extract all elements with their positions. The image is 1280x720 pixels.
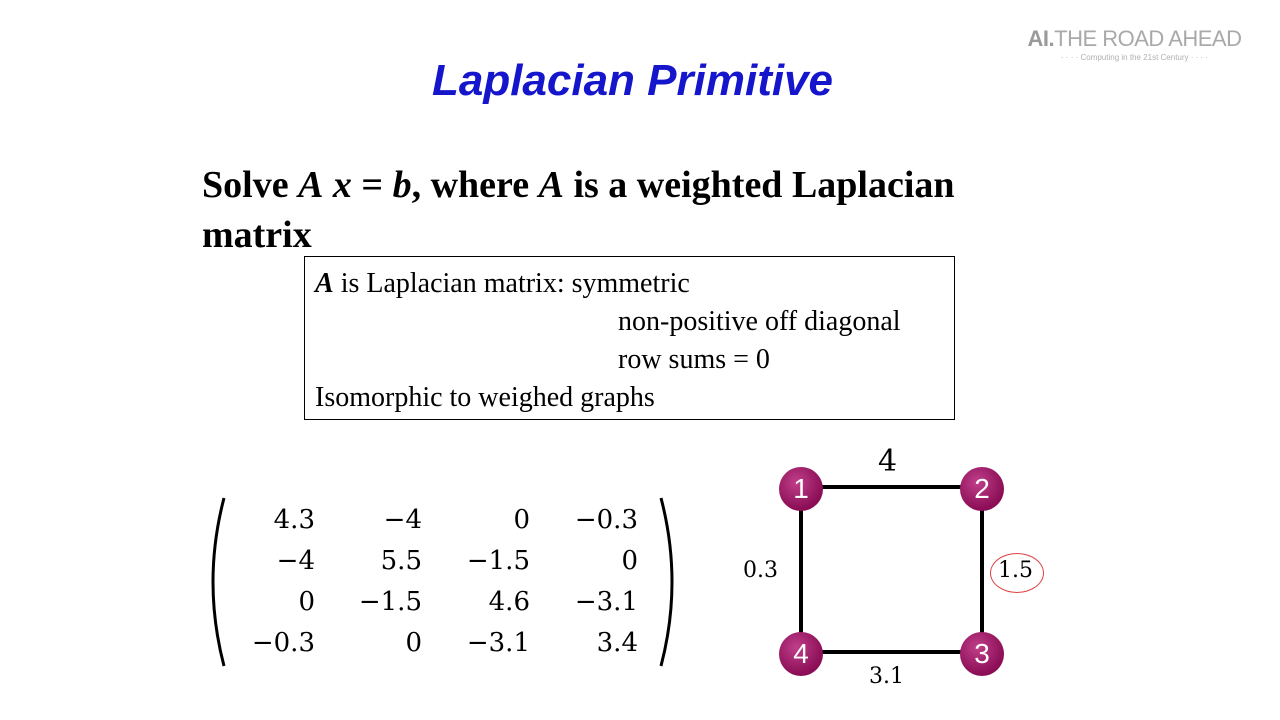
matrix-cell: 0 xyxy=(513,505,530,535)
statement-equals: = xyxy=(351,164,393,206)
matrix-cell: 0 xyxy=(405,628,422,658)
matrix-cell: −1.5 xyxy=(466,546,530,576)
graph-node-1: 1 xyxy=(779,467,823,511)
matrix-left-paren xyxy=(200,492,234,672)
matrix-cell: −0.3 xyxy=(574,505,638,535)
matrix-cell: 0 xyxy=(298,587,315,617)
statement-var-b: b xyxy=(392,164,412,206)
edge-weight-4-1: 0.3 xyxy=(743,558,778,583)
property-var-A: A xyxy=(315,268,334,299)
matrix-right-paren xyxy=(651,492,685,672)
slide-title: Laplacian Primitive xyxy=(431,56,834,105)
matrix-cell: −1.5 xyxy=(358,587,422,617)
logo-wordmark xyxy=(1027,26,1242,52)
statement-var-x: x xyxy=(332,164,352,206)
matrix-cell: −4 xyxy=(276,546,315,576)
matrix-cell: 0 xyxy=(621,546,638,576)
edge-weight-1-2: 4 xyxy=(878,444,898,479)
graph-node-2: 2 xyxy=(960,467,1004,511)
graph-node-4: 4 xyxy=(779,632,823,676)
matrix-cell: 4.3 xyxy=(273,505,315,535)
logo-tagline-text: Computing in the 21st Century xyxy=(1080,53,1189,62)
laplacian-matrix xyxy=(200,492,685,672)
matrix-cell: 3.4 xyxy=(596,628,638,658)
matrix-cell: −4 xyxy=(383,505,422,535)
property-line xyxy=(315,265,954,303)
matrix-cell: −3.1 xyxy=(574,587,638,617)
properties-box xyxy=(304,256,955,420)
matrix-cell: −0.3 xyxy=(251,628,315,658)
statement-text: , where xyxy=(411,164,539,206)
highlight-circle xyxy=(990,553,1044,593)
weighted-graph xyxy=(735,440,1055,700)
property-line: row sums = 0 xyxy=(618,344,770,375)
logo-ai-text: AI. xyxy=(1027,26,1055,51)
logo-tagline: · · · · Computing in the 21st Century · · · · xyxy=(1060,53,1209,62)
problem-statement xyxy=(202,160,1102,260)
logo-brand-text: THE ROAD AHEAD xyxy=(1054,26,1242,51)
property-line: Isomorphic to weighed graphs xyxy=(315,382,655,413)
property-text: is Laplacian matrix: symmetric xyxy=(333,268,690,299)
graph-node-3: 3 xyxy=(960,632,1004,676)
statement-text: Solve xyxy=(202,164,299,206)
matrix-cell: 4.6 xyxy=(488,587,530,617)
matrix-grid xyxy=(240,500,638,664)
edge-weight-2-3: 1.5 xyxy=(998,558,1033,583)
matrix-cell: −3.1 xyxy=(466,628,530,658)
statement-var-A: A xyxy=(298,164,324,206)
statement-text: is a weighted Laplacian xyxy=(563,164,955,206)
statement-text: matrix xyxy=(202,214,312,256)
edge-weight-3-4: 3.1 xyxy=(869,664,904,689)
property-line: non-positive off diagonal xyxy=(618,306,901,337)
matrix-cell: 5.5 xyxy=(380,546,422,576)
statement-var-A: A xyxy=(538,164,564,206)
